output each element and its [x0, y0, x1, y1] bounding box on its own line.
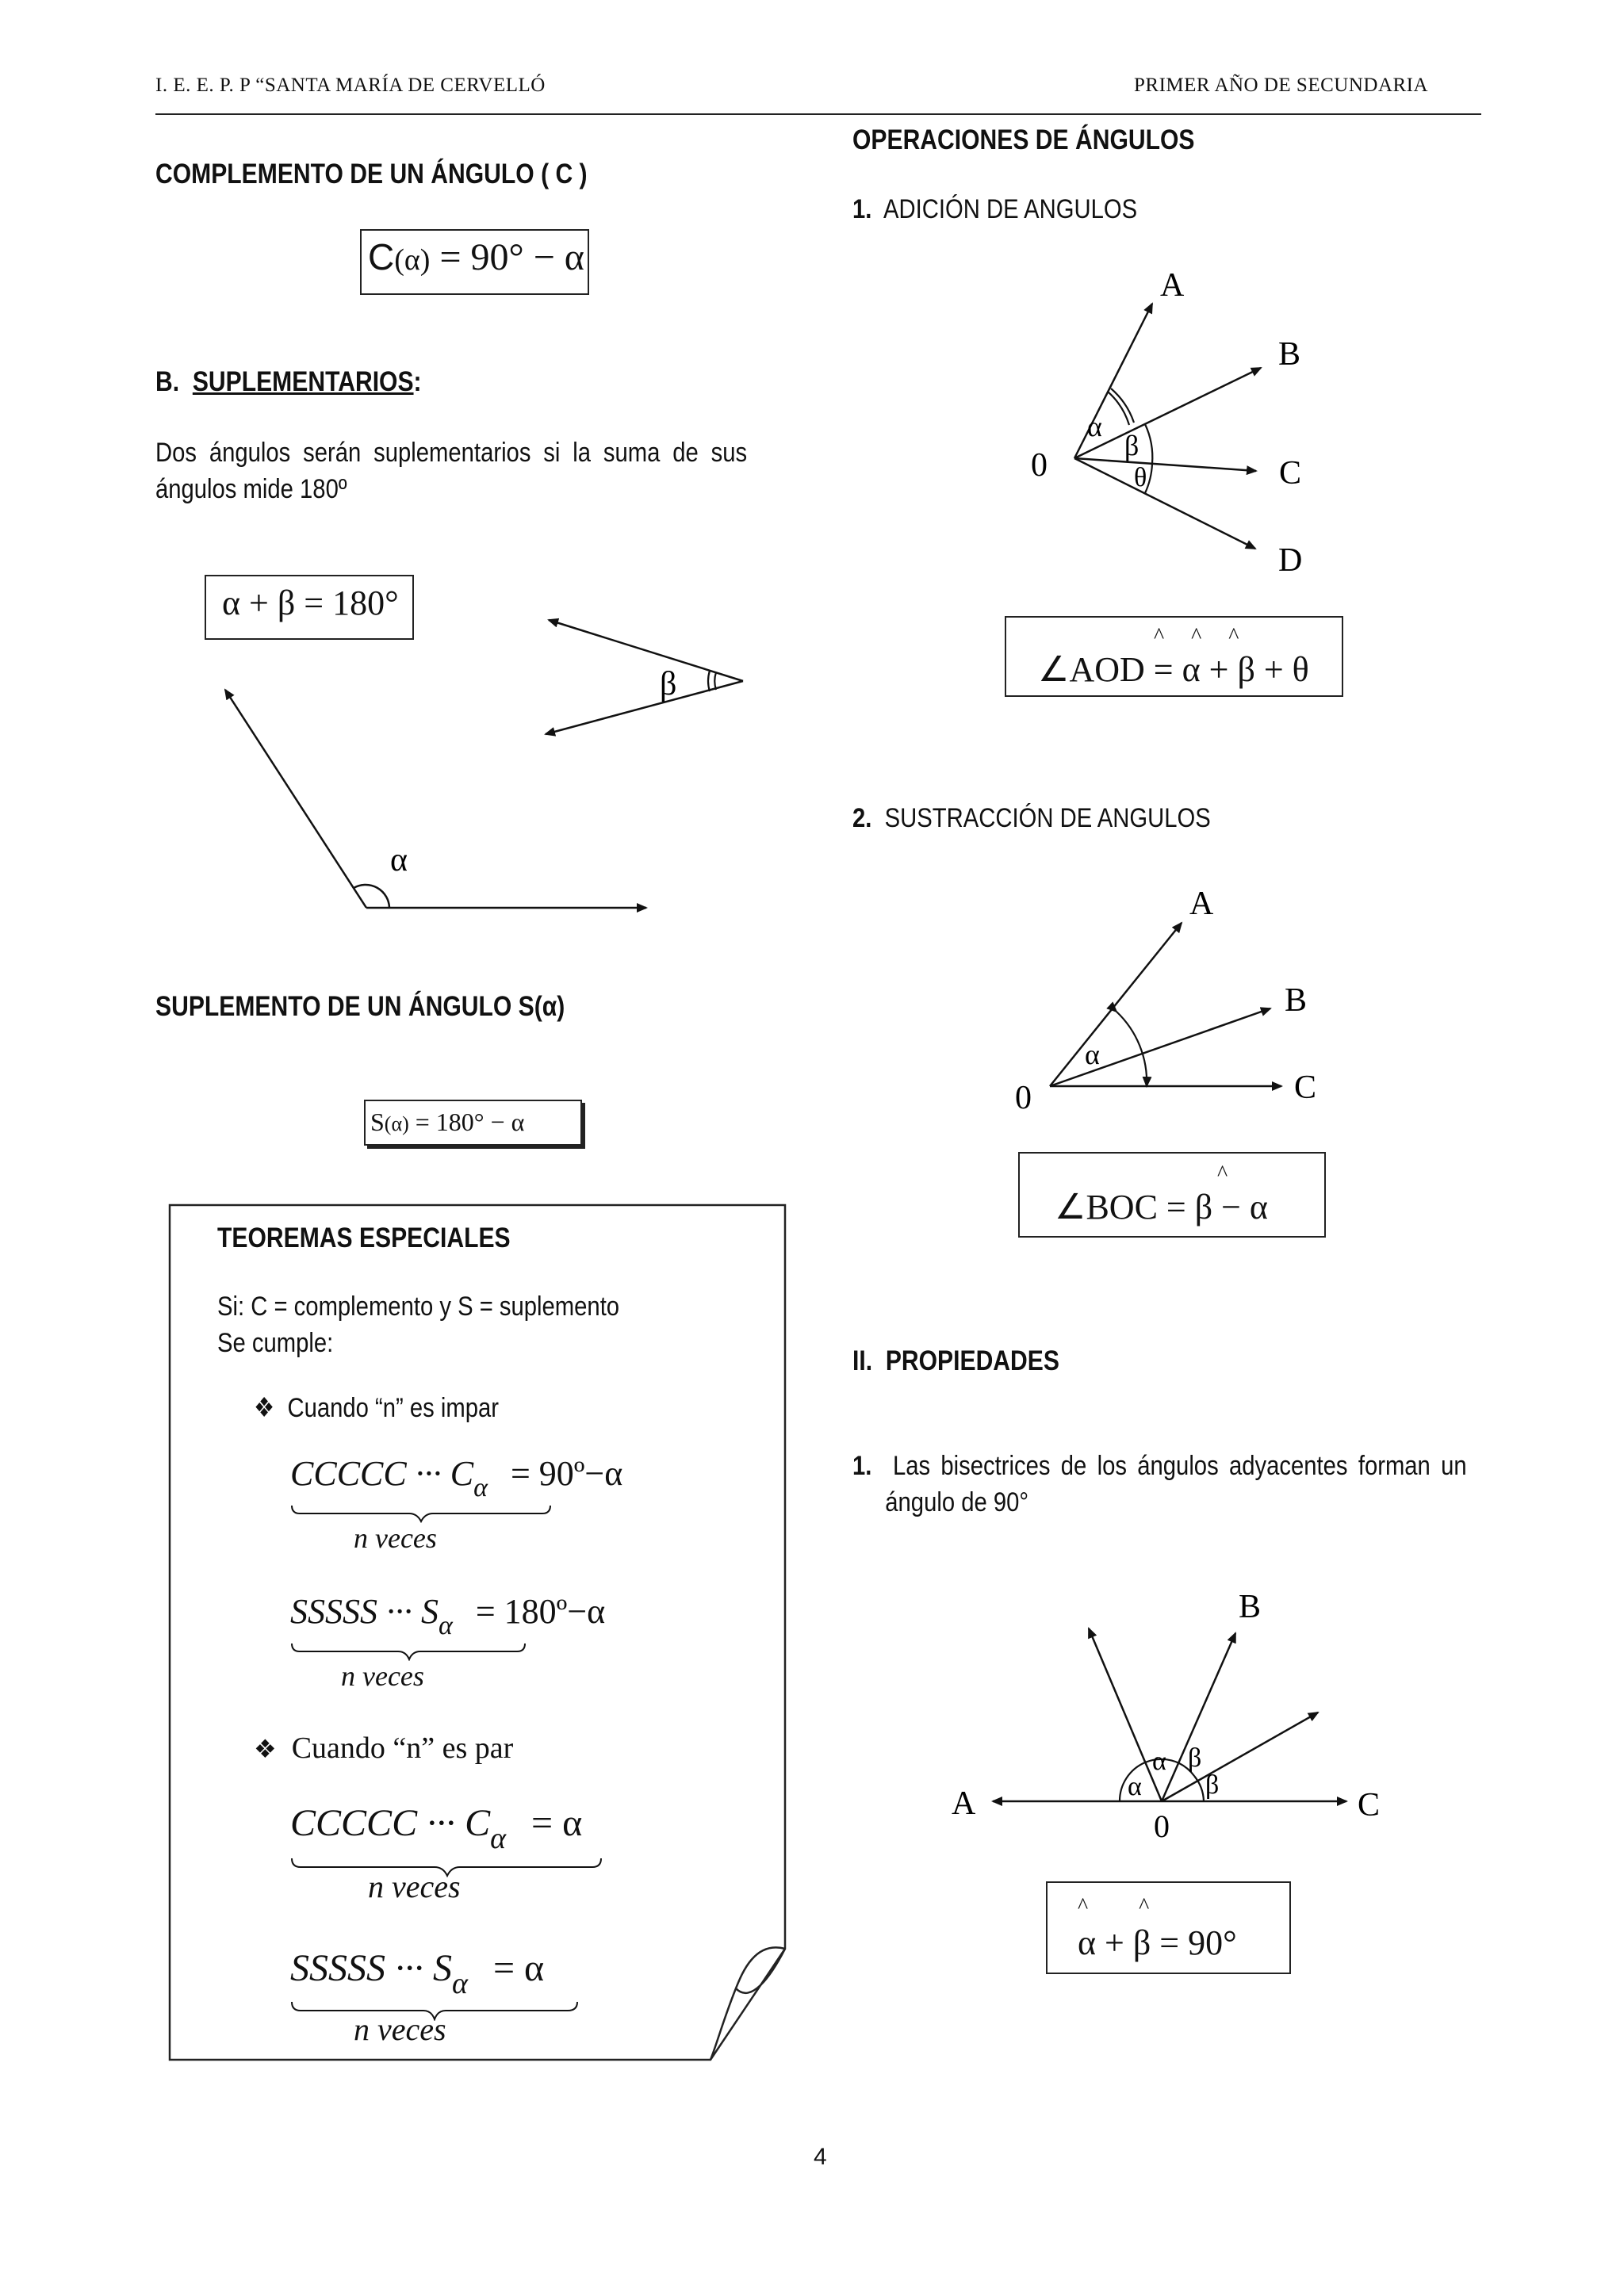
properties-heading: II. PROPIEDADES — [852, 1345, 1059, 1376]
hat-accents: ^^ — [1078, 1894, 1201, 1919]
ray-OA — [1050, 923, 1182, 1086]
supplementary-paragraph — [155, 434, 948, 507]
hat-accent: ^ — [1217, 1161, 1228, 1186]
subtraction-diagram — [1015, 872, 1348, 1126]
theorem-formula-odd-supplement: SSSSS ··· $S_\alpha$ = 180º−α — [290, 1592, 606, 1640]
supplement-formula-box — [364, 1100, 582, 1146]
alpha-label-lower: α — [1128, 1772, 1142, 1801]
subtraction-heading: 2. SUSTRACCIÓN DE ANGULOS — [852, 803, 1211, 833]
formula-2-under: n veces — [341, 1660, 424, 1692]
theorem-formula-even-complement: CCCCC ··· $C_\alpha = \alpha$ — [290, 1802, 583, 1855]
ray-OB — [1050, 1008, 1270, 1086]
subtraction-formula-box — [1018, 1152, 1326, 1238]
subtraction-formula: ∠BOC = β − α — [1055, 1188, 1268, 1226]
addition-diagram — [1031, 254, 1348, 587]
supplementary-paragraph-line1: Dos ángulos serán suplementarios si la suma de sus — [155, 438, 748, 468]
bisectors-formula: α + β = 90° — [1078, 1923, 1237, 1962]
property-1-line2: ángulo de 90° — [885, 1487, 1029, 1517]
vertex-O-label: 0 — [1015, 1080, 1032, 1116]
header-school-name: I. E. E. P. P “SANTA MARÍA DE CERVELLÓ — [155, 75, 546, 96]
point-B-label: B — [1239, 1589, 1262, 1625]
theta-label: θ — [1134, 463, 1147, 492]
formula-1-under: n veces — [354, 1522, 437, 1554]
point-C-label: C — [1294, 1070, 1317, 1106]
vertex-O-label: 0 — [1031, 447, 1048, 484]
alpha-ray-upper — [225, 690, 366, 908]
bisectors-diagram — [952, 1586, 1396, 1863]
alpha-label: α — [1085, 1039, 1100, 1070]
supplementary-heading: B. SUPLEMENTARIOS: — [155, 366, 422, 397]
theorems-line2: Se cumple: — [217, 1328, 334, 1358]
beta-label: β — [1124, 430, 1139, 461]
alpha-label: α — [390, 842, 408, 878]
odd-bullet-text: Cuando “n” es impar — [287, 1393, 500, 1423]
addition-formula-box — [1005, 616, 1343, 697]
point-A-label: A — [1160, 267, 1185, 304]
ray-OA — [1074, 304, 1152, 458]
theorems-line1: Si: C = complemento y S = suplemento — [217, 1292, 620, 1322]
ray-OD — [1074, 458, 1255, 549]
supplement-title: SUPLEMENTO DE UN ÁNGULO S(α) — [155, 991, 565, 1022]
beta-ray-upper — [549, 620, 743, 681]
addition-heading: 1. ADICIÓN DE ANGULOS — [852, 194, 1138, 224]
point-C-label: C — [1279, 455, 1302, 492]
complement-formula: C(α) = 90° − α — [368, 236, 584, 278]
beta-label-upper: β — [1188, 1743, 1202, 1773]
supplementary-paragraph-line2: ángulos mide 180º — [155, 474, 347, 504]
underbrace-2 — [290, 1642, 528, 1661]
point-B-label: B — [1285, 982, 1308, 1019]
header-grade: PRIMER AÑO DE SECUNDARIA — [1134, 75, 1429, 96]
formula-3-under: n veces — [368, 1869, 461, 1904]
beta-label: β — [660, 666, 677, 702]
hat-accents: ^^^ — [1154, 624, 1266, 649]
point-D-label: D — [1278, 542, 1303, 579]
diamond-bullet-icon: ❖ — [254, 1735, 277, 1763]
beta-ray-lower — [546, 681, 743, 734]
property-1-line1: 1. Las bisectrices de los ángulos adyacentes forman un — [852, 1451, 1467, 1481]
operations-title: OPERACIONES DE ÁNGULOS — [852, 124, 1195, 155]
diamond-bullet-icon: ❖ — [254, 1393, 275, 1423]
theorem-formula-even-supplement: SSSSS ··· $S_\alpha = \alpha$ — [290, 1947, 545, 2000]
beta-arc — [1116, 1012, 1147, 1086]
supplement-formula: S(α) = 180° − α — [370, 1108, 525, 1136]
theorem-formula-odd-complement: CCCCC ··· $C_\alpha$ = 90º−α — [290, 1454, 623, 1502]
header-rule — [155, 113, 1481, 115]
supplementary-diagram — [190, 603, 761, 936]
formula-4-under: n veces — [354, 2011, 446, 2047]
beta-label-lower: β — [1205, 1770, 1220, 1800]
supplementary-formula: α + β = 180° — [222, 584, 399, 622]
alpha-label-upper: α — [1152, 1747, 1166, 1776]
theorems-title: TEOREMAS ESPECIALES — [217, 1223, 511, 1253]
ray-OC — [1074, 458, 1256, 471]
point-B-label: B — [1278, 336, 1301, 373]
point-A-label: A — [1189, 886, 1214, 922]
ray-OB — [1162, 1633, 1235, 1801]
ray-OB — [1074, 368, 1261, 458]
ray-bisector-right — [1162, 1712, 1318, 1801]
even-bullet-text: Cuando “n” es par — [291, 1732, 514, 1765]
page-number: 4 — [814, 2144, 827, 2170]
bisectors-formula-box — [1046, 1881, 1291, 1974]
point-A-label: A — [952, 1785, 976, 1822]
complement-title: COMPLEMENTO DE UN ÁNGULO ( C ) — [155, 159, 588, 189]
vertex-O-label: 0 — [1154, 1808, 1170, 1844]
odd-bullet — [254, 1390, 538, 1426]
even-bullet — [254, 1731, 513, 1766]
point-C-label: C — [1358, 1787, 1381, 1823]
underbrace-1 — [290, 1504, 552, 1523]
complement-formula-box — [360, 229, 589, 295]
alpha-label: α — [1087, 411, 1102, 442]
theorems-definitions — [217, 1288, 685, 1361]
property-1 — [852, 1448, 1567, 1521]
ray-bisector-left — [1089, 1628, 1162, 1801]
addition-formula: ∠AOD = α + β + θ — [1038, 650, 1309, 689]
